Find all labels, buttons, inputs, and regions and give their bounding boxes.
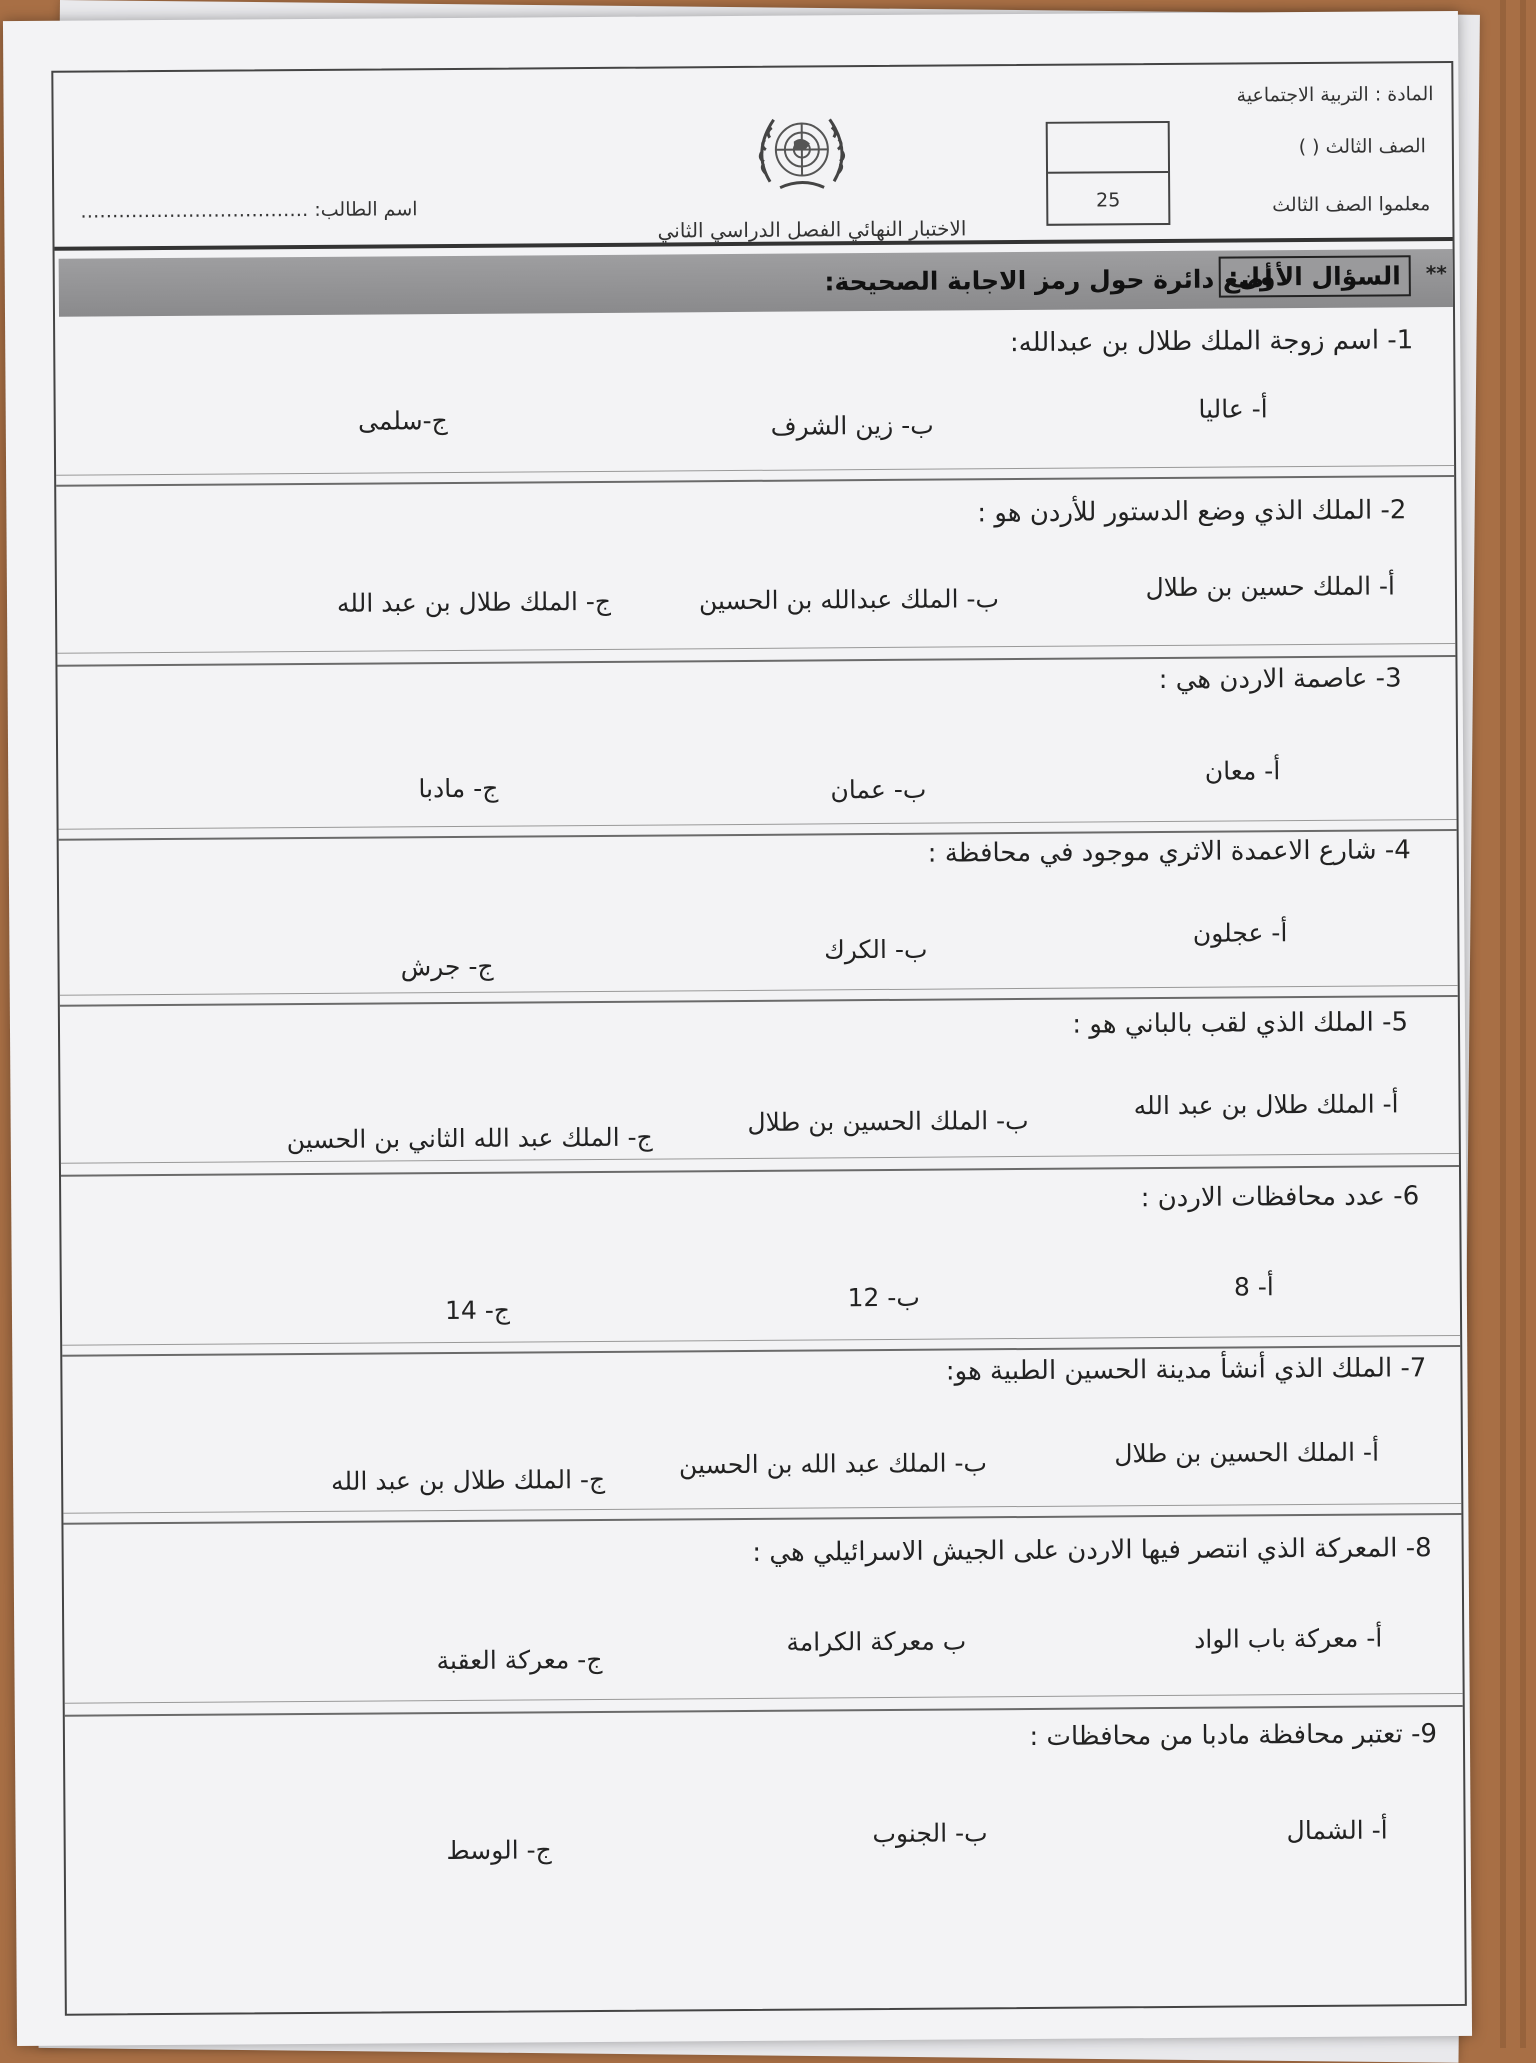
grade-label: الصف الثالث ( ) [1299,135,1426,158]
question-8 [64,1533,1463,1719]
option-c[interactable]: ج-سلمى [358,406,448,436]
exam-header [53,63,1452,251]
question-text: 2- الملك الذي وضع الدستور للأردن هو : [977,495,1406,528]
un-emblem-icon [740,103,865,200]
option-a[interactable]: أ- عاليا [1198,394,1267,423]
question-text: 5- الملك الذي لقب بالباني هو : [1072,1007,1408,1039]
option-b[interactable]: ب- الجنوب [872,1818,987,1848]
option-b[interactable]: ب معركة الكرامة [786,1626,966,1656]
question-text: 4- شارع الاعمدة الاثري موجود في محافظة : [928,835,1411,868]
option-c[interactable]: ج- الوسط [446,1835,551,1865]
option-b[interactable]: ب- زين الشرف [771,411,934,441]
option-c[interactable]: ج- مادبا [418,774,498,804]
score-box [1046,121,1171,226]
question-text: 8- المعركة الذي انتصر فيها الاردن على الجيش الاسرائيلي هي : [752,1533,1432,1568]
question-text: 1- اسم زوجة الملك طلال بن عبدالله: [1010,325,1413,358]
option-a[interactable]: أ- الملك طلال بن عبد الله [1134,1089,1399,1120]
option-c[interactable]: ج- الملك طلال بن عبد الله [331,1465,605,1496]
option-a[interactable]: أ- الملك حسين بن طلال [1145,571,1395,602]
teachers-label: معلموا الصف الثالث [1272,193,1430,216]
option-c[interactable]: ج- جرش [401,952,494,982]
option-c[interactable]: ج- 14 [445,1296,510,1325]
question-text: 3- عاصمة الاردن هي : [1159,663,1402,695]
question-1 [55,325,1454,505]
question-9 [65,1719,1464,1929]
score-total: 25 [1048,189,1168,212]
section-label: السؤال الأول: [1218,255,1411,297]
option-b[interactable]: ب- الملك الحسين بن طلال [747,1106,1028,1137]
question-4 [59,835,1458,1015]
option-a[interactable]: أ- عجلون [1193,918,1288,948]
option-b[interactable]: ب- الملك عبد الله بن الحسين [679,1448,987,1479]
option-c[interactable]: ج- الملك عبد الله الثاني بن الحسين [287,1123,653,1155]
option-b[interactable]: ب- عمان [830,775,926,805]
option-a[interactable]: أ- الشمال [1286,1815,1387,1845]
stars-mark: ** [1426,261,1447,285]
question-2 [56,495,1455,673]
subject-label: المادة : التربية الاجتماعية [1237,83,1434,106]
exam-frame [51,61,1467,2016]
student-name-field[interactable]: اسم الطالب: ……………………………… [80,198,417,222]
option-c[interactable]: ج- معركة العقبة [436,1645,602,1675]
option-b[interactable]: ب- الكرك [824,935,927,965]
option-a[interactable]: أ- معركة باب الواد [1194,1624,1382,1654]
question-text: 9- تعتبر محافظة مادبا من محافظات : [1029,1719,1437,1752]
option-b[interactable]: ب- 12 [847,1283,920,1313]
option-a[interactable]: أ- 8 [1234,1272,1274,1301]
option-c[interactable]: ج- الملك طلال بن عبد الله [337,587,611,618]
exam-title: الاختبار النهائي الفصل الدراسي الثاني [657,216,966,242]
question-text: 7- الملك الذي أنشأ مدينة الحسين الطبية هو: [946,1353,1427,1386]
question-5 [60,1007,1459,1187]
option-a[interactable]: أ- الملك الحسين بن طلال [1114,1438,1379,1469]
question-3 [57,663,1456,843]
question-6 [61,1181,1460,1361]
section-instruction: أضع دائرة حول رمز الاجابة الصحيحة: [824,264,1273,296]
question-7 [62,1353,1461,1535]
question-text: 6- عدد محافظات الاردن : [1141,1181,1420,1213]
exam-paper [3,11,1472,2046]
option-a[interactable]: أ- معان [1205,756,1281,786]
section-header [59,249,1453,317]
option-b[interactable]: ب- الملك عبدالله بن الحسين [699,584,999,615]
